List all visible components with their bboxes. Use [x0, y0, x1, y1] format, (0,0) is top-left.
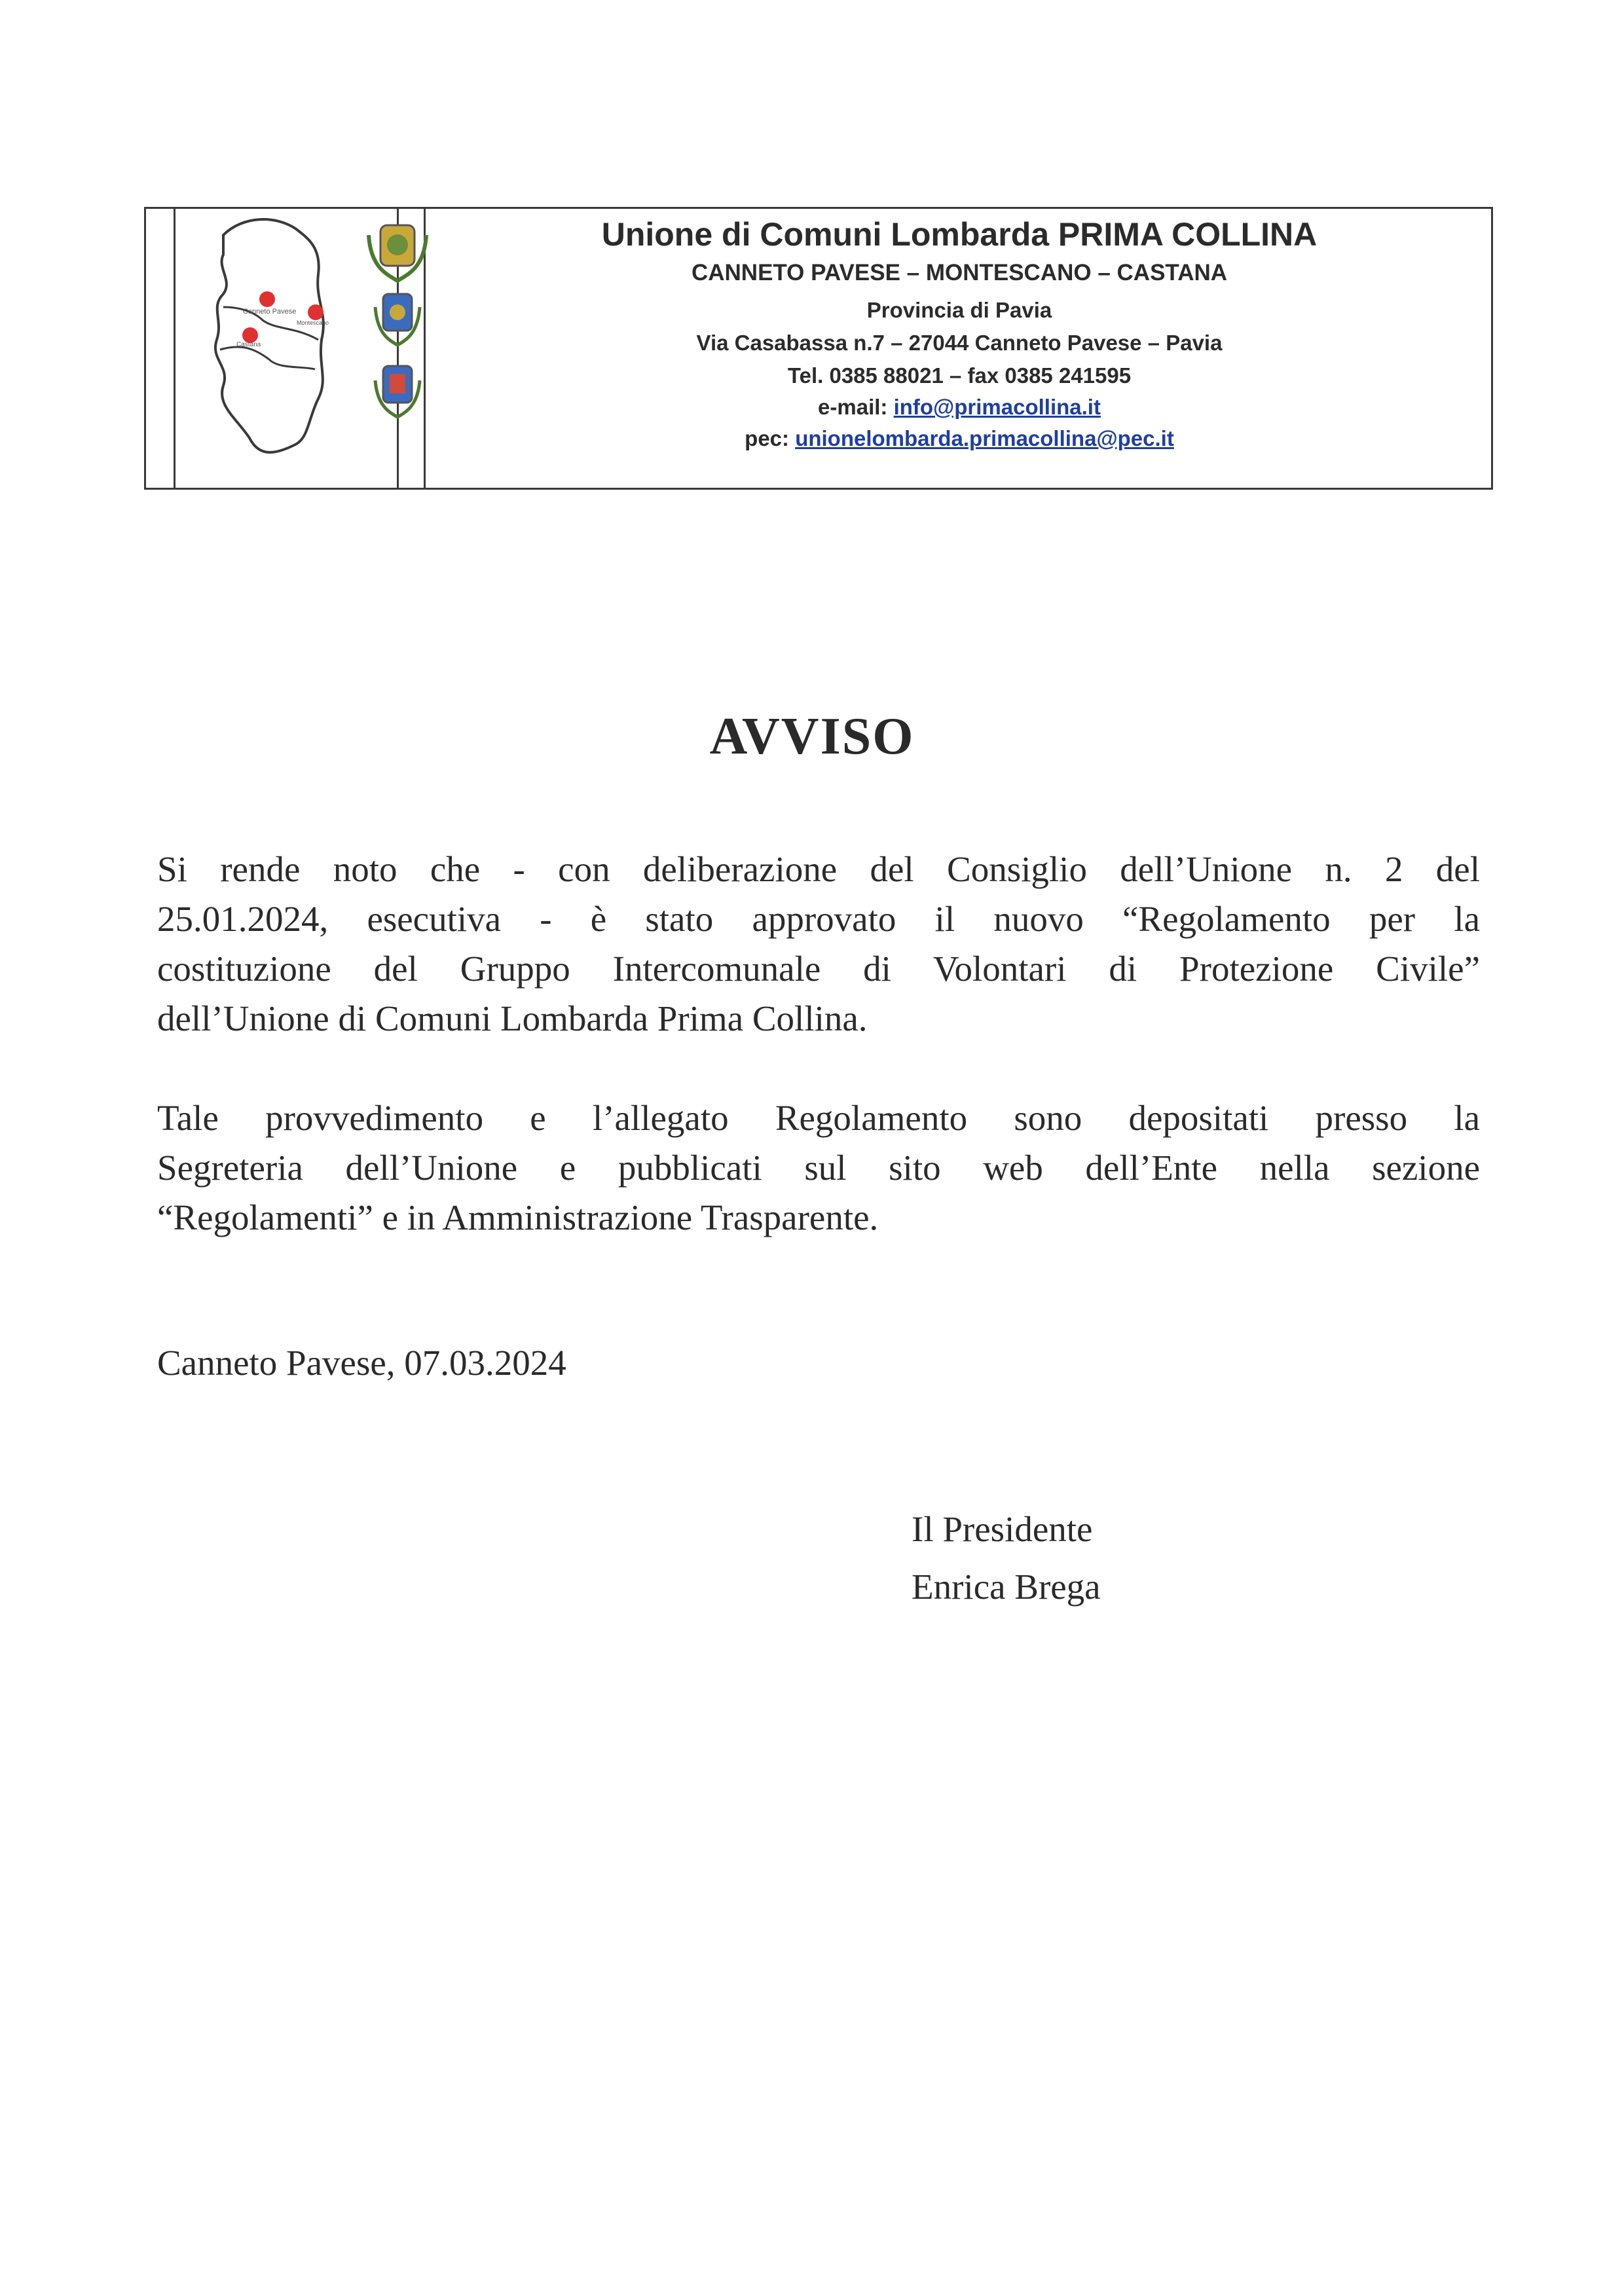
pec-link[interactable]: unionelombarda.primacollina@pec.it: [795, 426, 1174, 450]
place-date: Canneto Pavese, 07.03.2024: [157, 1343, 566, 1383]
coat-of-arms-icon: [375, 294, 420, 345]
email-label: e-mail:: [818, 395, 888, 419]
signature-role: Il Presidente: [912, 1509, 1093, 1549]
paragraph-line: “Regolamenti” e in Amministrazione Trasparente.: [157, 1197, 879, 1237]
province: Provincia di Pavia: [866, 298, 1052, 322]
paragraph-line: costituzione del Gruppo Intercomunale di Volontari di Protezione Civile”: [157, 949, 1480, 989]
coat-of-arms-icon: [375, 366, 420, 417]
signature-name: Enrica Brega: [912, 1567, 1101, 1607]
paragraph-line: Segreteria dell’Unione e pubblicati sul sito web dell’Ente nella sezione: [157, 1148, 1480, 1188]
map-dot-montescano: [308, 304, 323, 320]
paragraph-line: dell’Unione di Comuni Lombarda Prima Collina.: [157, 998, 868, 1038]
email-row: [428, 395, 1491, 420]
address: Via Casabassa n.7 – 27044 Canneto Pavese – Pavia: [696, 331, 1223, 355]
paragraph-line: 25.01.2024, esecutiva - è stato approvato il nuovo “Regolamento per la: [157, 899, 1480, 939]
paragraph-line: Si rende noto che - con deliberazione del Consiglio dell’Unione n. 2 del: [157, 849, 1480, 889]
letterhead: [144, 207, 1493, 490]
map-label-montescano: Montescano: [297, 319, 329, 326]
coat-of-arms-icon: [369, 225, 426, 281]
letterhead-divider: [174, 209, 175, 488]
notice-paragraph-1: [157, 845, 1480, 1044]
email-link[interactable]: info@primacollina.it: [893, 395, 1101, 419]
phone-fax: Tel. 0385 88021 – fax 0385 241595: [787, 363, 1132, 388]
notice-paragraph-2: [157, 1093, 1480, 1243]
map-label-castana: Castana: [236, 341, 261, 348]
member-municipalities: CANNETO PAVESE – MONTESCANO – CASTANA: [691, 260, 1228, 285]
pec-row: [428, 426, 1491, 451]
paragraph-line: Tale provvedimento e l’allegato Regolamento sono depositati presso la: [157, 1098, 1480, 1138]
letterhead-text: [428, 209, 1491, 488]
union-map-logo: [197, 209, 446, 488]
pec-label: pec:: [745, 426, 790, 450]
notice-title: AVVISO: [709, 708, 915, 765]
map-dot-canneto: [259, 291, 275, 307]
union-name: Unione di Comuni Lombarda PRIMA COLLINA: [601, 216, 1318, 253]
map-label-canneto: Canneto Pavese: [243, 308, 297, 316]
